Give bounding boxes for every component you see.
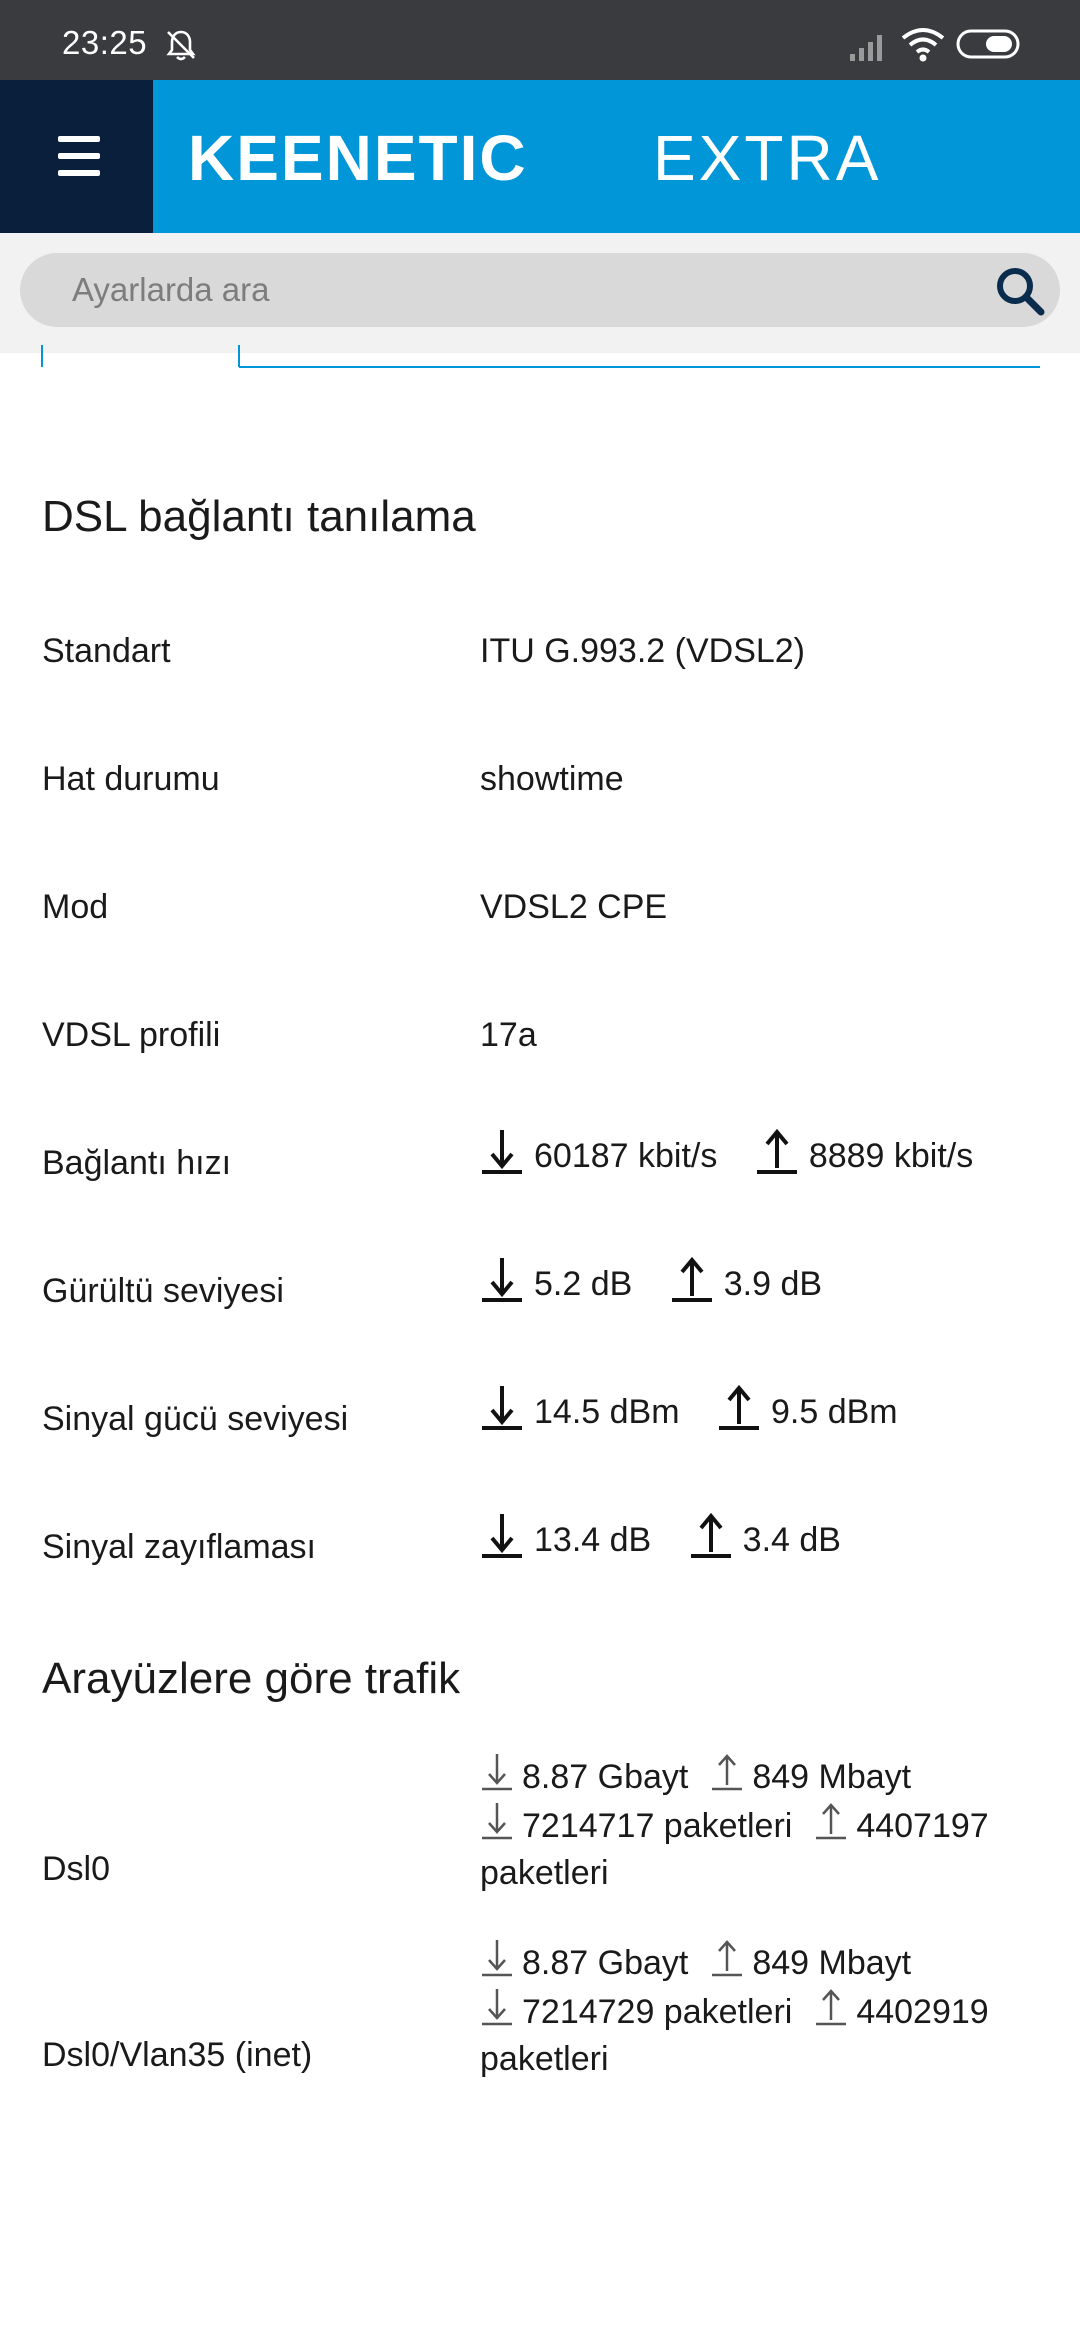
brand-name: KEENETIC	[188, 122, 528, 190]
upstream-text: 3.4 dB	[742, 1521, 841, 1559]
row-value-standart: ITU G.993.2 (VDSL2)	[480, 632, 806, 670]
downstream-text: 60187 kbit/s	[534, 1137, 718, 1175]
upload-arrow-icon	[717, 1382, 761, 1432]
download-arrow-icon	[480, 1382, 524, 1432]
hamburger-menu-icon	[58, 136, 100, 142]
downstream-text: 14.5 dBm	[534, 1393, 680, 1431]
row-value-gurultu-seviyesi	[480, 1254, 822, 1313]
brand-model: EXTRA	[653, 122, 882, 190]
status-bar	[0, 0, 1080, 80]
traffic-packets-line	[480, 1801, 1060, 1850]
interface-traffic	[480, 1752, 1060, 1897]
upstream-value	[717, 1382, 898, 1432]
tab-underline	[0, 345, 1080, 375]
row-label-mod: Mod	[42, 888, 109, 926]
upstream-text: 9.5 dBm	[770, 1393, 898, 1431]
row-label-sinyal-zayiflamasi: Sinyal zayıflaması	[42, 1528, 316, 1566]
upstream-value	[755, 1126, 973, 1176]
downstream-text: 5.2 dB	[534, 1265, 633, 1303]
download-packets: 7214717 paketleri	[522, 1807, 793, 1845]
upload-arrow-icon	[710, 1752, 744, 1792]
row-value-baglanti-hizi	[480, 1126, 973, 1185]
traffic-bytes-line	[480, 1938, 1060, 1987]
diagnostics-title: DSL bağlantı tanılama	[42, 492, 476, 541]
traffic-bytes-line	[480, 1752, 1060, 1801]
download-arrow-icon	[480, 1510, 524, 1560]
battery-icon	[956, 28, 1022, 60]
upstream-value	[670, 1254, 822, 1304]
download-arrow-icon	[480, 1938, 514, 1978]
upload-arrow-icon	[710, 1938, 744, 1978]
download-arrow-icon	[480, 1254, 524, 1304]
download-packets: 7214729 paketleri	[522, 1993, 793, 2031]
downstream-value	[480, 1510, 651, 1560]
download-arrow-icon	[480, 1126, 524, 1176]
upload-arrow-icon	[814, 1801, 848, 1841]
row-value-mod: VDSL2 CPE	[480, 888, 668, 926]
upload-arrow-icon	[755, 1126, 799, 1176]
row-label-vdsl-profili: VDSL profili	[42, 1016, 221, 1054]
upload-packets: 4402919	[856, 1993, 989, 2031]
hamburger-menu-icon-bar	[58, 153, 100, 159]
download-bytes: 8.87 Gbayt	[522, 1944, 689, 1982]
traffic-title: Arayüzlere göre trafik	[42, 1654, 461, 1703]
downstream-value	[480, 1126, 717, 1176]
row-value-vdsl-profili: 17a	[480, 1016, 537, 1054]
search-box	[20, 253, 1060, 327]
upstream-text: 8889 kbit/s	[808, 1137, 974, 1175]
bell-off-icon	[164, 28, 198, 62]
upload-packets-unit: paketleri	[480, 1854, 609, 1892]
upstream-text: 3.9 dB	[723, 1265, 823, 1303]
download-bytes: 8.87 Gbayt	[522, 1758, 689, 1796]
row-label-standart: Standart	[42, 632, 171, 670]
upload-arrow-icon	[670, 1254, 714, 1304]
downstream-text: 13.4 dB	[534, 1521, 652, 1559]
hamburger-menu-icon-bar	[58, 170, 100, 176]
upload-bytes: 849 Mbayt	[752, 1758, 912, 1796]
brand-logo	[188, 122, 928, 190]
upload-arrow-icon	[814, 1987, 848, 2027]
download-arrow-icon	[480, 1801, 514, 1841]
downstream-value	[480, 1382, 680, 1432]
row-value-sinyal-gucu	[480, 1382, 898, 1441]
downstream-value	[480, 1254, 632, 1304]
search-input[interactable]	[72, 253, 972, 327]
interface-name: Dsl0	[42, 1850, 111, 1888]
row-value-sinyal-zayiflamasi	[480, 1510, 841, 1569]
row-label-gurultu-seviyesi: Gürültü seviyesi	[42, 1272, 284, 1310]
traffic-packets-line	[480, 1987, 1060, 2036]
app-header	[0, 80, 1080, 233]
upload-packets-unit: paketleri	[480, 2040, 609, 2078]
upload-packets: 4407197	[856, 1807, 989, 1845]
interface-traffic	[480, 1938, 1060, 2083]
wifi-icon	[900, 26, 946, 62]
status-time: 23:25	[62, 24, 148, 61]
upload-arrow-icon	[689, 1510, 733, 1560]
interface-name: Dsl0/Vlan35 (inet)	[42, 2036, 313, 2074]
row-label-baglanti-hizi: Bağlantı hızı	[42, 1144, 232, 1182]
row-label-sinyal-gucu: Sinyal gücü seviyesi	[42, 1400, 349, 1438]
menu-button[interactable]	[0, 80, 153, 233]
upstream-value	[689, 1510, 841, 1560]
download-arrow-icon	[480, 1987, 514, 2027]
upload-bytes: 849 Mbayt	[752, 1944, 912, 1982]
row-value-hat-durumu: showtime	[480, 760, 624, 798]
download-arrow-icon	[480, 1752, 514, 1792]
search-icon[interactable]	[994, 265, 1046, 317]
search-area	[0, 233, 1080, 353]
signal-icon	[848, 30, 890, 62]
row-label-hat-durumu: Hat durumu	[42, 760, 220, 798]
